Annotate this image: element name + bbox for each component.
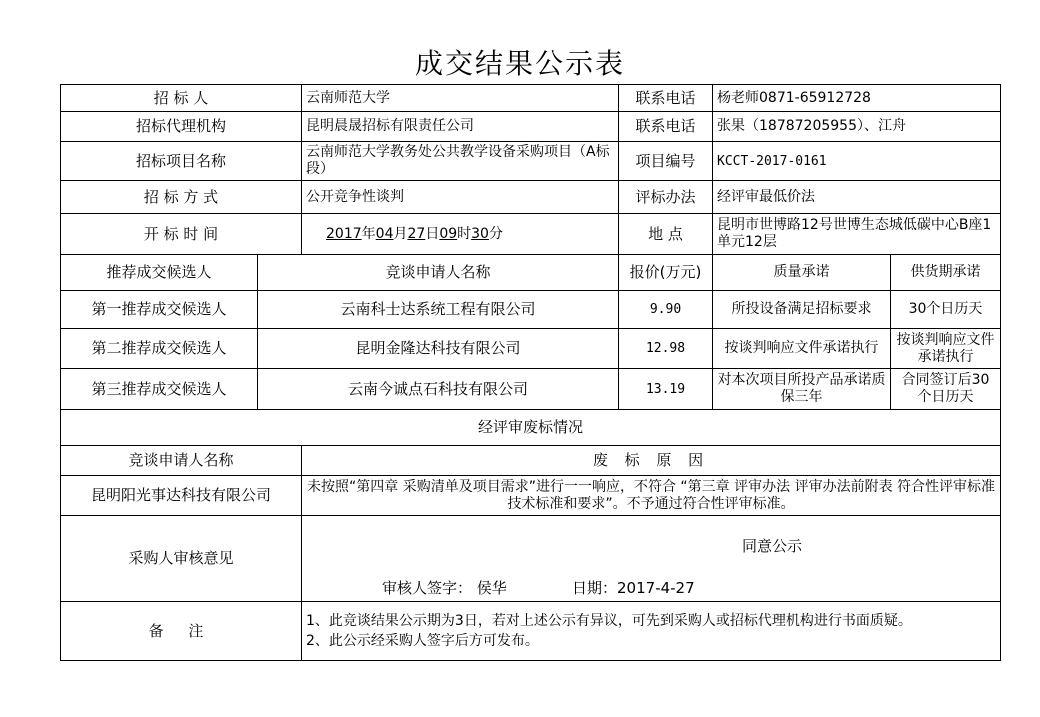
method-label: 招 标 方 式 xyxy=(61,181,302,214)
candidate-rank: 第三推荐成交候选人 xyxy=(61,369,258,410)
candidate-quality: 所投设备满足招标要求 xyxy=(713,291,891,329)
project-label: 招标项目名称 xyxy=(61,142,302,181)
time-hour: 09 xyxy=(439,225,458,242)
time-minute: 30 xyxy=(471,225,489,242)
contact-value: 杨老师0871-65912728 xyxy=(713,85,1001,112)
table-row xyxy=(61,329,1001,369)
table-row xyxy=(61,291,1001,329)
review-row xyxy=(61,516,1001,602)
time-month-unit: 月 xyxy=(393,225,408,242)
candidate-price: 12.98 xyxy=(619,329,713,369)
result-table xyxy=(60,84,1001,661)
candidate-name: 云南科士达系统工程有限公司 xyxy=(258,291,619,329)
tenderer-label: 招 标 人 xyxy=(61,85,302,112)
candidate-quality: 按谈判响应文件承诺执行 xyxy=(713,329,891,369)
project-no-label: 项目编号 xyxy=(619,142,713,181)
candidate-name: 云南今诚点石科技有限公司 xyxy=(258,369,619,410)
notes-line-2: 2、此公示经采购人签字后方可发布。 xyxy=(306,633,539,649)
rejection-title-row xyxy=(61,410,1001,446)
candidate-delivery: 按谈判响应文件承诺执行 xyxy=(891,329,1001,369)
rejection-name-header: 竞谈申请人名称 xyxy=(61,446,302,476)
tenderer-row xyxy=(61,85,1001,112)
method-value: 公开竞争性谈判 xyxy=(302,181,619,214)
contact2-label: 联系电话 xyxy=(619,112,713,142)
rejection-name: 昆明阳光事达科技有限公司 xyxy=(61,476,302,516)
price-header: 报价(万元) xyxy=(619,255,713,291)
table-row xyxy=(61,369,1001,410)
candidate-delivery: 30个日历天 xyxy=(891,291,1001,329)
candidate-rank: 第二推荐成交候选人 xyxy=(61,329,258,369)
eval-label: 评标办法 xyxy=(619,181,713,214)
delivery-header: 供货期承诺 xyxy=(891,255,1001,291)
notes-cell xyxy=(302,602,1001,661)
agency-row xyxy=(61,112,1001,142)
time-day-unit: 日 xyxy=(425,225,440,242)
review-date: 日期：2017-4-27 xyxy=(572,579,695,597)
method-row xyxy=(61,181,1001,214)
quality-header: 质量承诺 xyxy=(713,255,891,291)
review-label: 采购人审核意见 xyxy=(61,516,302,602)
time-minute-unit: 分 xyxy=(488,225,503,242)
time-hour-unit: 时 xyxy=(457,225,472,242)
candidate-price: 9.90 xyxy=(619,291,713,329)
time-row xyxy=(61,214,1001,255)
time-value xyxy=(302,214,619,255)
tenderer-value: 云南师范大学 xyxy=(302,85,619,112)
rejection-row xyxy=(61,476,1001,516)
review-opinion: 同意公示 xyxy=(742,537,803,555)
review-signer: 审核人签字： 侯华 xyxy=(382,579,507,597)
agency-label: 招标代理机构 xyxy=(61,112,302,142)
notes-label: 备 注 xyxy=(61,602,302,661)
rejection-section-title: 经评审废标情况 xyxy=(61,410,1001,446)
time-month: 04 xyxy=(375,225,394,242)
page-title: 成交结果公示表 xyxy=(414,47,625,80)
candidates-header-row xyxy=(61,255,1001,291)
eval-value: 经评审最低价法 xyxy=(713,181,1001,214)
place-value: 昆明市世博路12号世博生态城低碳中心B座1单元12层 xyxy=(713,214,1001,255)
project-value: 云南师范大学教务处公共教学设备采购项目（A标段） xyxy=(302,142,619,181)
rejection-reason-header: 废 标 原 因 xyxy=(302,446,1001,476)
contact2-value: 张果（18787205955）、江舟 xyxy=(713,112,1001,142)
project-no-value: KCCT-2017-0161 xyxy=(713,142,1001,181)
time-label: 开 标 时 间 xyxy=(61,214,302,255)
candidate-delivery: 合同签订后30个日历天 xyxy=(891,369,1001,410)
rank-header: 推荐成交候选人 xyxy=(61,255,258,291)
notes-line-1: 1、此竞谈结果公示期为3日，若对上述公示有异议，可先到采购人或招标代理机构进行书面质疑。 xyxy=(306,613,912,629)
project-row xyxy=(61,142,1001,181)
rejection-reason: 未按照“第四章 采购清单及项目需求”进行一一响应，不符合 “第三章 评审办法 评审办法前附表 符合性评审标准 技术标准和要求”。不予通过符合性评审标准。 xyxy=(302,476,1001,516)
notes-row xyxy=(61,602,1001,661)
candidate-quality: 对本次项目所投产品承诺质保三年 xyxy=(713,369,891,410)
name-header: 竞谈申请人名称 xyxy=(258,255,619,291)
review-cell xyxy=(302,516,1001,602)
candidate-price: 13.19 xyxy=(619,369,713,410)
time-year-unit: 年 xyxy=(361,225,376,242)
agency-value: 昆明晨晟招标有限责任公司 xyxy=(302,112,619,142)
contact-label: 联系电话 xyxy=(619,85,713,112)
candidate-rank: 第一推荐成交候选人 xyxy=(61,291,258,329)
place-label: 地 点 xyxy=(619,214,713,255)
candidate-name: 昆明金隆达科技有限公司 xyxy=(258,329,619,369)
rejection-header-row xyxy=(61,446,1001,476)
time-year: 2017 xyxy=(326,225,362,242)
time-day: 27 xyxy=(407,225,426,242)
